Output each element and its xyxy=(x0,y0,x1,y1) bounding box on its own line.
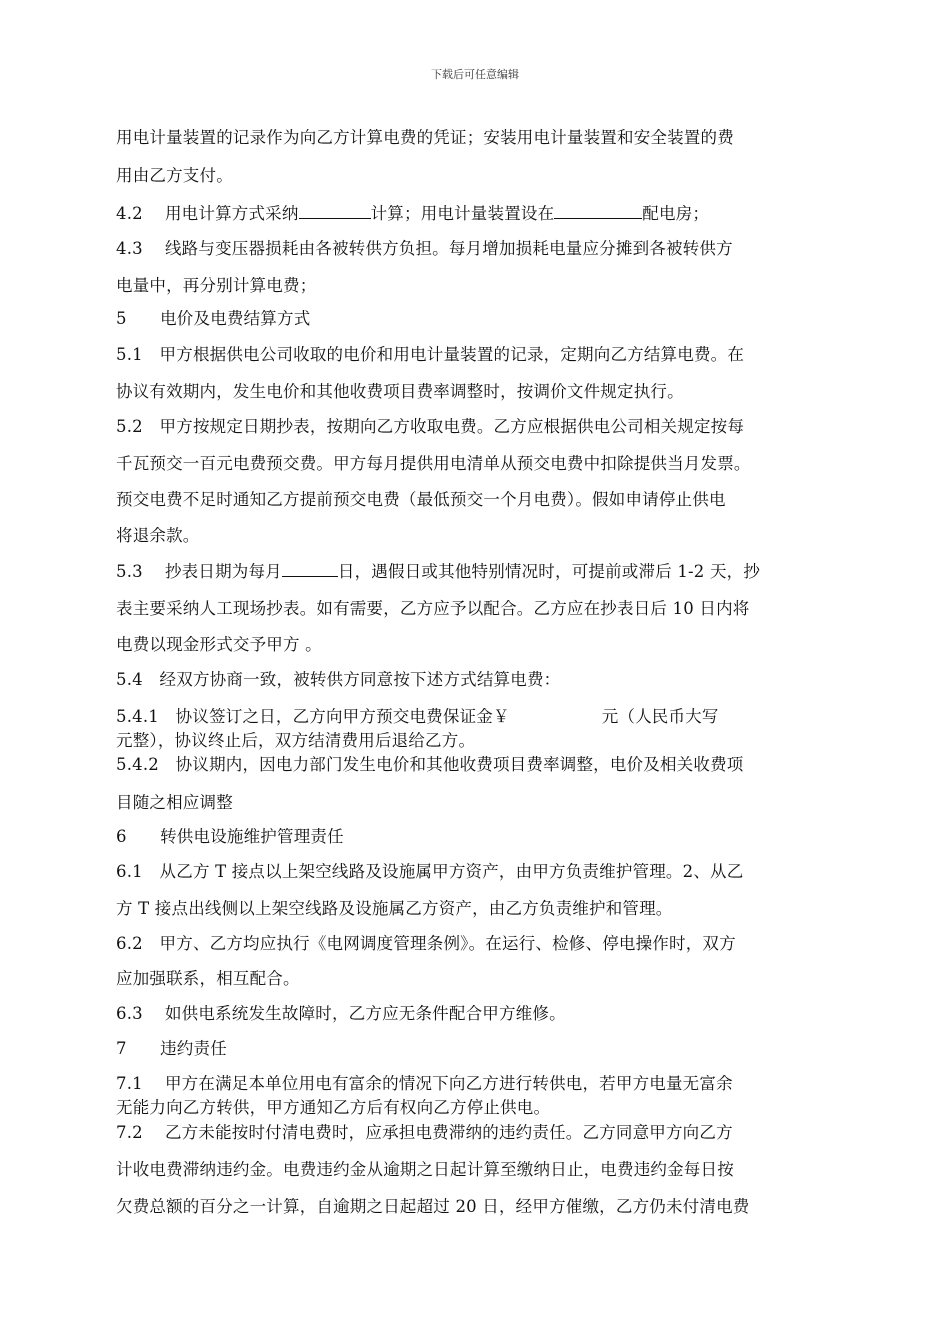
text-line-5-4-1 xyxy=(116,703,719,727)
section-heading: 6 转供电设施维护管理责任 xyxy=(116,827,344,846)
fill-in-blank xyxy=(554,203,642,219)
text-line: 4.3 线路与变压器损耗由各被转供方负担。每月增加损耗电量应分摊到各被转供方 xyxy=(116,239,733,258)
text-line: 预交电费不足时通知乙方提前预交电费（最低预交一个月电费）。假如申请停止供电 xyxy=(116,490,726,509)
text-line: 将退余款。 xyxy=(116,526,200,545)
text-line: 表主要采纳人工现场抄表。如有需要，乙方应予以配合。乙方应在抄表日后 10 日内将 xyxy=(116,599,750,618)
text-line: 5.1 甲方根据供电公司收取的电价和用电计量装置的记录，定期向乙方结算电费。在 xyxy=(116,345,745,364)
text-line: 元整），协议终止后，双方结清费用后退给乙方。 xyxy=(116,731,476,750)
text-segment: 日，遇假日或其他特别情况时，可提前或滞后 1-2 天，抄 xyxy=(337,562,761,581)
text-line: 7.2 乙方未能按时付清电费时，应承担电费滞纳的违约责任。乙方同意甲方向乙方 xyxy=(116,1123,733,1142)
section-heading: 5 电价及电费结算方式 xyxy=(116,309,311,328)
text-line: 6.3 如供电系统发生故障时，乙方应无条件配合甲方维修。 xyxy=(116,1004,566,1023)
text-line: 用电计量装置的记录作为向乙方计算电费的凭证；安装用电计量装置和安全装置的费 xyxy=(116,128,734,147)
text-line: 应加强联系，相互配合。 xyxy=(116,969,300,988)
section-heading: 7 违约责任 xyxy=(116,1039,227,1058)
text-segment: 5.4.1 协议签订之日，乙方向甲方预交电费保证金￥ xyxy=(116,707,510,726)
text-line: 目随之相应调整 xyxy=(116,793,233,812)
text-line: 电费以现金形式交予甲方 。 xyxy=(116,635,322,654)
fill-in-blank xyxy=(299,203,371,219)
text-line: 7.1 甲方在满足本单位用电有富余的情况下向乙方进行转供电，若甲方电量无富余 xyxy=(116,1074,733,1093)
text-segment: 配电房； xyxy=(642,204,710,223)
text-line: 方 T 接点出线侧以上架空线路及设施属乙方资产，由乙方负责维护和管理。 xyxy=(116,899,673,918)
page-header: 下载后可任意编辑 xyxy=(431,68,519,81)
text-line: 协议有效期内，发生电价和其他收费项目费率调整时，按调价文件规定执行。 xyxy=(116,382,684,401)
text-segment: 5.3 抄表日期为每月 xyxy=(116,562,282,581)
text-line: 5.4 经双方协商一致，被转供方同意按下述方式结算电费： xyxy=(116,670,561,689)
text-segment: 4.2 用电计算方式采纳 xyxy=(116,204,299,223)
text-segment: 计算；用电计量装置设在 xyxy=(370,204,555,223)
text-segment: 元（人民币大写 xyxy=(601,707,719,726)
text-line: 6.1 从乙方 T 接点以上架空线路及设施属甲方资产，由甲方负责维护管理。2、从乙 xyxy=(116,862,744,881)
text-line: 用由乙方支付。 xyxy=(116,166,233,185)
text-line: 无能力向乙方转供，甲方通知乙方后有权向乙方停止供电。 xyxy=(116,1098,551,1117)
text-line: 5.4.2 协议期内，因电力部门发生电价和其他收费项目费率调整，电价及相关收费项 xyxy=(116,755,744,774)
text-line: 6.2 甲方、乙方均应执行《电网调度管理条例》。在运行、检修、停电操作时，双方 xyxy=(116,934,736,953)
text-line-4-2 xyxy=(116,200,709,224)
text-line: 计收电费滞纳违约金。电费违约金从逾期之日起计算至缴纳日止，电费违约金每日按 xyxy=(116,1160,734,1179)
text-line: 5.2 甲方按规定日期抄表，按期向乙方收取电费。乙方应根据供电公司相关规定按每 xyxy=(116,417,745,436)
text-line: 千瓦预交一百元电费预交费。甲方每月提供用电清单从预交电费中扣除提供当月发票。 xyxy=(116,454,751,473)
fill-in-blank xyxy=(282,561,338,577)
text-line-5-3 xyxy=(116,558,760,582)
text-line: 欠费总额的百分之一计算，自逾期之日起超过 20 日，经甲方催缴，乙方仍未付清电费 xyxy=(116,1197,750,1216)
text-line: 电量中，再分别计算电费； xyxy=(116,276,317,295)
